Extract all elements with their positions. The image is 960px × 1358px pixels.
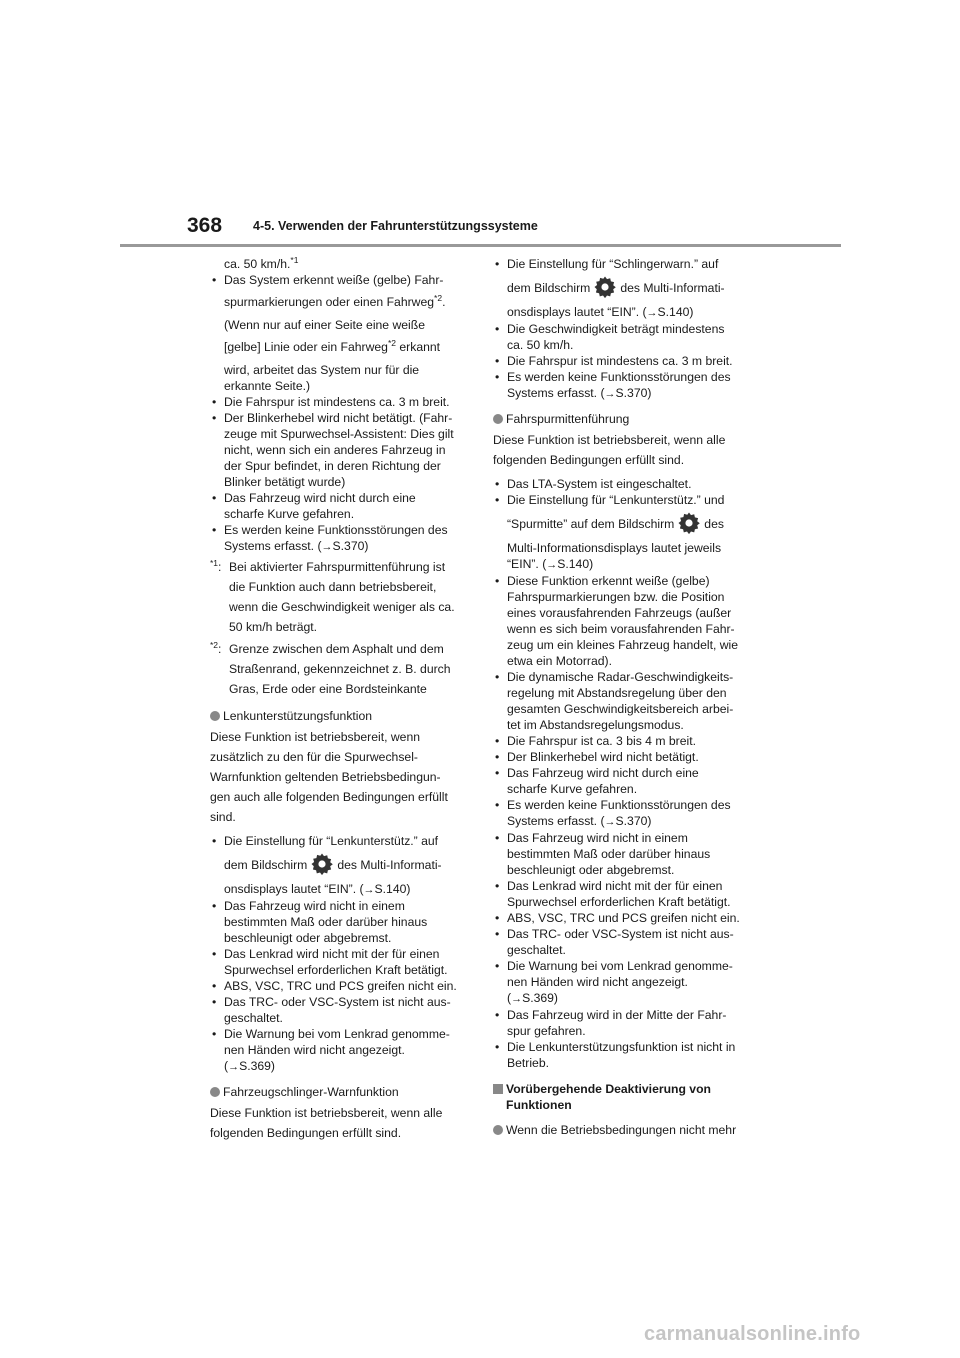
paragraph: Diese Funktion ist betriebsbereit, wenn alle folgenden Bedingungen erfüllt sind. <box>210 1106 443 1140</box>
square-bullet-icon <box>493 1084 503 1094</box>
list-item: • Das Fahrzeug wird nicht durch eine scharfe Kurve gefahren. <box>210 490 478 522</box>
page-number: 368 <box>187 214 223 237</box>
gear-icon <box>310 852 334 876</box>
paragraph: Diese Funktion ist betriebsbereit, wenn zusätzlich zu den für die Spurwechsel- Warnfunktion geltenden Betriebsbedingun- gen auch alle folgenden Bedingungen erfüllt sind. <box>210 730 448 824</box>
list-item: • Diese Funktion erkennt weiße (gelbe) Fahrspurmarkierungen bzw. die Position eines vorausfahrenden Fahrzeugs (außer wenn es sich beim vorausfahrenden Fahr- zeug um ein kleines Fahrzeug handelt, wie etwa ein Motorrad). <box>493 573 761 669</box>
section-heading: Fahrspurmittenführung <box>493 411 761 427</box>
list-item: • Die Geschwindigkeit beträgt mindestens ca. 50 km/h. <box>493 321 761 353</box>
list-item: • Das Lenkrad wird nicht mit der für einen Spurwechsel erforderlichen Kraft betätigt. <box>493 878 761 910</box>
circle-bullet-icon <box>493 414 503 424</box>
list-item: • Der Blinkerhebel wird nicht betätigt. (Fahr- zeuge mit Spurwechsel-Assistent: Dies gilt nicht, wenn sich ein anderes Fahrzeug in der Spur befindet, in deren Richtung der Blinker betätigt wurde) <box>210 410 478 490</box>
circle-bullet-icon <box>210 1087 220 1097</box>
paragraph: Diese Funktion ist betriebsbereit, wenn alle folgenden Bedingungen erfüllt sind. <box>493 433 726 467</box>
footnote: $^{*1}$: Bei aktivierter Fahrspurmittenführung ist die Funktion auch dann betriebsbereit, wenn die Geschwindigkeit weniger als ca. 50 km/h beträgt. <box>210 557 455 634</box>
circle-bullet-icon <box>493 1125 503 1135</box>
chapter-header: 4-5. Verwenden der Fahrunterstützungssysteme <box>253 219 538 233</box>
list-item: • Die Warnung bei vom Lenkrad genomme- nen Händen wird nicht angezeigt. (→S.369) <box>493 958 761 1007</box>
list-item: • Die Lenkunterstützungsfunktion ist nicht in Betrieb. <box>493 1039 761 1071</box>
list-item: • Der Blinkerhebel wird nicht betätigt. <box>493 749 761 765</box>
list-item: • Es werden keine Funktionsstörungen des Systems erfasst. (→S.370) <box>493 797 761 830</box>
footnote: $^{*2}$: Grenze zwischen dem Asphalt und dem Straßenrand, gekennzeichnet z. B. durch Gras, Erde oder eine Bordsteinkante <box>210 639 451 696</box>
list-item: • Das Lenkrad wird nicht mit der für einen Spurwechsel erforderlichen Kraft betätigt. <box>210 946 478 978</box>
right-column <box>493 256 761 1138</box>
list-item: • Die Einstellung für “Lenkunterstütz.” auf dem Bildschirm des Multi-Informati- onsdisplays lautet “EIN”. (→S.140) <box>210 833 478 898</box>
list-item: • ABS, VSC, TRC und PCS greifen nicht ein. <box>210 978 478 994</box>
list-item: • Die Einstellung für “Schlingerwarn.” auf dem Bildschirm des Multi-Informati- onsdisplays lautet “EIN”. (→S.140) <box>493 256 761 321</box>
header-rule <box>120 244 841 247</box>
list-item: • Es werden keine Funktionsstörungen des Systems erfasst. (→S.370) <box>210 522 478 555</box>
list-item: • Das LTA-System ist eingeschaltet. <box>493 476 761 492</box>
text-line: ca. 50 km/h.$^{*1}$ <box>224 254 299 271</box>
list-item: • Das Fahrzeug wird nicht durch eine scharfe Kurve gefahren. <box>493 765 761 797</box>
list-item: • Das Fahrzeug wird in der Mitte der Fahr- spur gefahren. <box>493 1007 761 1039</box>
section-heading: Fahrzeugschlinger-Warnfunktion <box>210 1084 478 1100</box>
gear-icon <box>593 275 617 299</box>
list-item: • Das Fahrzeug wird nicht in einem bestimmten Maß oder darüber hinaus beschleunigt oder abgebremst. <box>210 898 478 946</box>
list-item: • Die Fahrspur ist mindestens ca. 3 m breit. <box>210 394 478 410</box>
list-item: • Die Warnung bei vom Lenkrad genomme- nen Händen wird nicht angezeigt. (→S.369) <box>210 1026 478 1075</box>
list-item: • Das TRC- oder VSC-System ist nicht aus- geschaltet. <box>493 926 761 958</box>
list-item: • Das System erkennt weiße (gelbe) Fahr- spurmarkierungen oder einen Fahrweg$^{*2}$. (Wenn nur auf einer Seite eine weiße [gelbe] Linie oder ein Fahrweg$^{*2}$ erkannt wird, arbeitet das System nur für die erkannte Seite.) <box>210 272 478 394</box>
section-heading: Wenn die Betriebsbedingungen nicht mehr <box>493 1122 761 1138</box>
list-item: • Es werden keine Funktionsstörungen des Systems erfasst. (→S.370) <box>493 369 761 402</box>
left-column <box>210 256 478 1143</box>
list-item: • Die Fahrspur ist ca. 3 bis 4 m breit. <box>493 733 761 749</box>
list-item: • Das Fahrzeug wird nicht in einem bestimmten Maß oder darüber hinaus beschleunigt oder abgebremst. <box>493 830 761 878</box>
section-heading: Lenkunterstützungsfunktion <box>210 708 478 724</box>
list-item: • Die dynamische Radar-Geschwindigkeits- regelung mit Abstandsregelung über den gesamten Geschwindigkeitsbereich arbei- tet im Abstandsregelungsmodus. <box>493 669 761 733</box>
list-item: • Die Fahrspur ist mindestens ca. 3 m breit. <box>493 353 761 369</box>
subheading: Vorübergehende Deaktivierung von Funktionen <box>493 1081 761 1113</box>
watermark: carmanualsonline.info <box>644 1323 861 1345</box>
circle-bullet-icon <box>210 711 220 721</box>
list-item: • Die Einstellung für “Lenkunterstütz.” und “Spurmitte” auf dem Bildschirm des Multi-Informationsdisplays lautet jeweils “EIN”. (→S.140) <box>493 492 761 573</box>
list-item: • Das TRC- oder VSC-System ist nicht aus- geschaltet. <box>210 994 478 1026</box>
gear-icon <box>677 511 701 535</box>
list-item: • ABS, VSC, TRC und PCS greifen nicht ein. <box>493 910 761 926</box>
